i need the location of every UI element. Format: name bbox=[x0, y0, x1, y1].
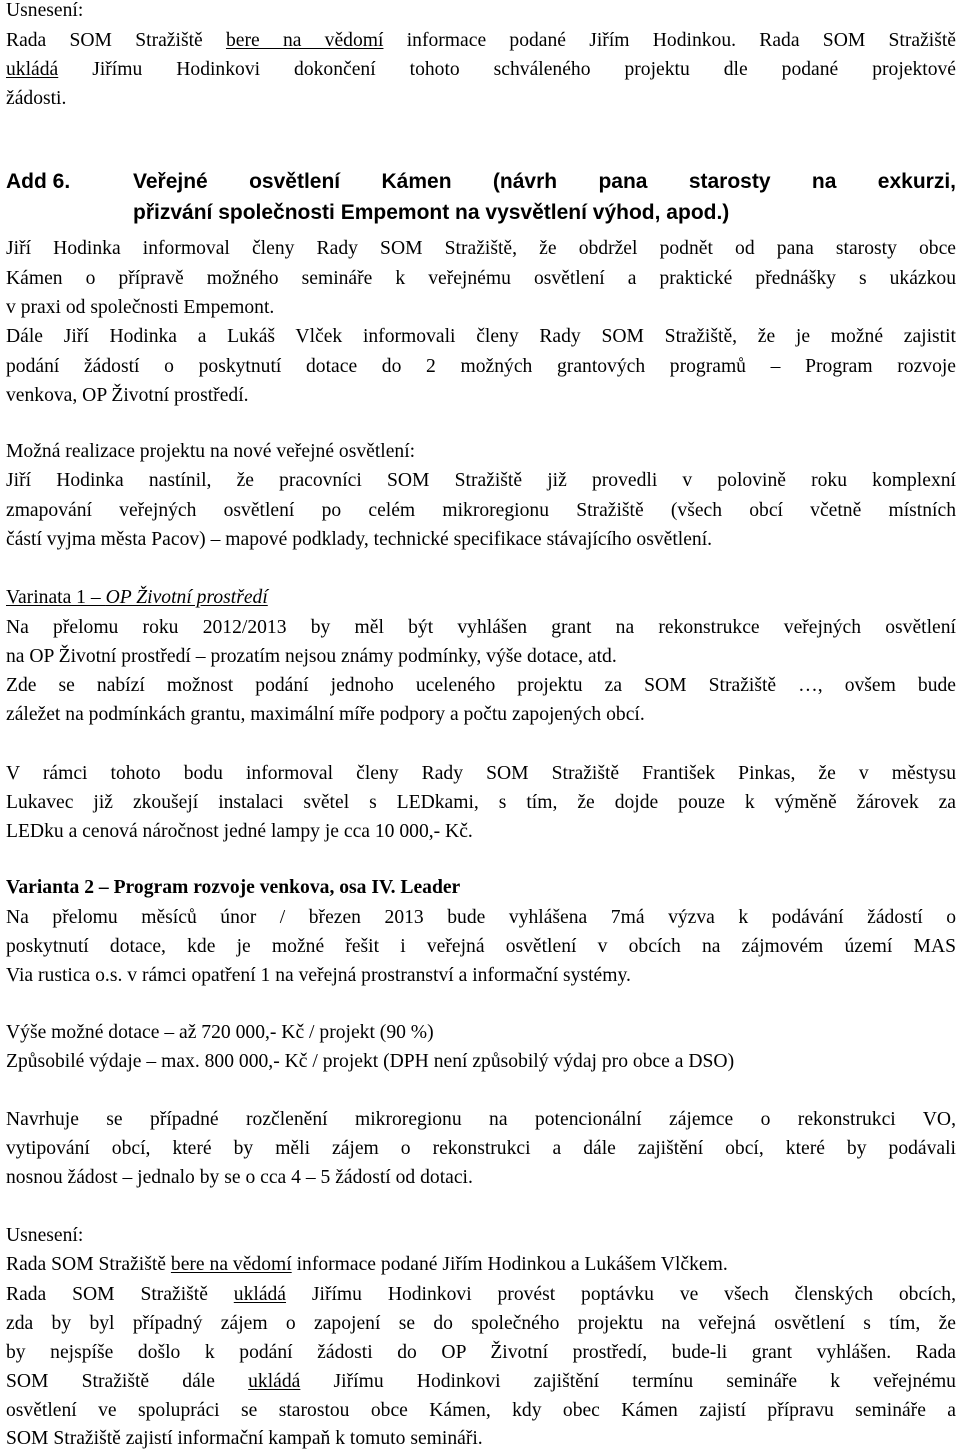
subsidy-amount-line: Výše možné dotace – až 720 000,- Kč / projekt (90 %) bbox=[6, 1022, 434, 1043]
resolution-line: by nejspíše došlo k podání žádosti do OP Životní prostředí, bude-li grant vyhlášen. Rada bbox=[6, 1342, 956, 1363]
resolution-line: žádosti. bbox=[6, 88, 67, 109]
underlined-term: ukládá bbox=[6, 59, 59, 80]
agenda-item-number: Add 6. bbox=[6, 170, 71, 193]
text-run: informace podané Jiřím Hodinkou. Rada SOM Stražiště bbox=[383, 30, 956, 51]
resolution-label: Usnesení: bbox=[6, 0, 84, 21]
paragraph-line: V rámci tohoto bodu informoval členy Rady SOM Stražiště František Pinkas, že v městysu bbox=[6, 763, 956, 784]
paragraph-line: částí vyjma města Pacov) – mapové podklady, technické specifikace stávajícího osvětlení. bbox=[6, 529, 713, 550]
paragraph-line: poskytnutí dotace, kde je možné řešit i veřejná osvětlení v obcích na zájmovém území MAS bbox=[6, 936, 956, 957]
paragraph-line: Lukavec již zkoušejí instalaci světel s LEDkami, s tím, že dojde pouze k výměně žárovek za bbox=[6, 792, 956, 813]
paragraph-line: v praxi od společnosti Empemont. bbox=[6, 297, 275, 318]
paragraph-line: na OP Životní prostředí – prozatím nejsou známy podmínky, výše dotace, atd. bbox=[6, 646, 617, 667]
paragraph-line: Navrhuje se případné rozčlenění mikroregionu na potencionální zájemce o rekonstrukci VO, bbox=[6, 1109, 956, 1130]
paragraph-line: LEDku a cenová náročnost jedné lampy je cca 10 000,- Kč. bbox=[6, 821, 473, 842]
text-run: SOM Stražiště dále bbox=[6, 1371, 249, 1392]
text-run: Jiřímu Hodinkovi dokončení tohoto schváleného projektu dle podané projektové bbox=[58, 59, 956, 80]
underlined-term: ukládá bbox=[233, 1284, 287, 1305]
text-run: Rada SOM Stražiště bbox=[6, 30, 226, 51]
resolution-line bbox=[6, 26, 956, 56]
paragraph-line: Jiří Hodinka informoval členy Rady SOM Stražiště, že obdržel podnět od pana starosty obce bbox=[6, 238, 956, 259]
resolution-line: SOM Stražiště zajistí informační kampaň k tomuto semináři. bbox=[6, 1428, 483, 1449]
paragraph-line: podání žádostí o poskytnutí dotace do 2 možných grantových programů – Program rozvoje bbox=[6, 356, 956, 377]
text-run: Rada SOM Stražiště bbox=[6, 1284, 234, 1305]
text-run: Jiřímu Hodinkovi zajištění termínu semináře k veřejnému bbox=[300, 1371, 956, 1392]
paragraph-line: záležet na podmínkách grantu, maximální míře podpory a počtu zapojených obcí. bbox=[6, 704, 645, 725]
paragraph-line: Jiří Hodinka nastínil, že pracovníci SOM Stražiště již provedli v polovině roku komplexní bbox=[6, 470, 956, 491]
section-heading: Možná realizace projektu na nové veřejné osvětlení: bbox=[6, 441, 416, 462]
variant-1-heading bbox=[6, 583, 956, 613]
variant-label: Varinata 1 – bbox=[6, 587, 106, 608]
paragraph-line: Kámen o přípravě možného semináře k veřejnému osvětlení a praktické přednášky s ukázkou bbox=[6, 268, 956, 289]
paragraph-line: Na přelomu měsíců únor / březen 2013 bude vyhlášena 7má výzva k podávání žádostí o bbox=[6, 907, 956, 928]
paragraph-line: venkova, OP Životní prostředí. bbox=[6, 385, 249, 406]
paragraph-line: Zde se nabízí možnost podání jednoho uceleného projektu za SOM Stražiště …, ovšem bude bbox=[6, 675, 956, 696]
resolution-line: osvětlení ve spolupráci se starostou obce Kámen, kdy obec Kámen zajistí přípravu semináře a bbox=[6, 1400, 956, 1421]
underlined-term: bere na vědomí bbox=[225, 30, 384, 51]
resolution-line bbox=[6, 1280, 956, 1310]
resolution-line bbox=[6, 55, 956, 85]
variant-program: OP Životní prostředí bbox=[105, 587, 268, 608]
agenda-item-title: Veřejné osvětlení Kámen (návrh pana starosty na exkurzi, bbox=[133, 170, 956, 193]
text-run: Jiřímu Hodinkovi provést poptávku ve všech členských obcích, bbox=[286, 1284, 956, 1305]
variant-2-heading: Varianta 2 – Program rozvoje venkova, osa IV. Leader bbox=[6, 877, 461, 898]
underlined-term: bere na vědomí bbox=[170, 1254, 292, 1275]
resolution-line bbox=[6, 1367, 956, 1397]
paragraph-line: vytipování obcí, které by měli zájem o rekonstrukci a dále zajištění obcí, které by podávali bbox=[6, 1138, 956, 1159]
paragraph-line: zmapování veřejných osvětlení po celém mikroregionu Stražiště (všech obcí včetně místních bbox=[6, 500, 956, 521]
text-run: Rada SOM Stražiště bbox=[6, 1254, 171, 1275]
resolution-line bbox=[6, 1250, 956, 1280]
resolution-line: zda by byl případný zájem o zapojení se do společného projektu na veřejná osvětlení s tím, že bbox=[6, 1313, 956, 1334]
resolution-label: Usnesení: bbox=[6, 1225, 84, 1246]
paragraph-line: nosnou žádost – jednalo by se o cca 4 – 5 žádostí od dotaci. bbox=[6, 1167, 473, 1188]
paragraph-line: Dále Jiří Hodinka a Lukáš Vlček informovali členy Rady SOM Stražiště, že je možné zajistit bbox=[6, 326, 956, 347]
paragraph-line: Via rustica o.s. v rámci opatření 1 na veřejná prostranství a informační systémy. bbox=[6, 965, 631, 986]
text-run: informace podané Jiřím Hodinkou a Lukášem Vlčkem. bbox=[291, 1254, 728, 1275]
agenda-item-title: přizvání společnosti Empemont na vysvětlení výhod, apod.) bbox=[133, 201, 730, 224]
eligible-costs-line: Způsobilé výdaje – max. 800 000,- Kč / projekt (DPH není způsobilý výdaj pro obce a DSO) bbox=[6, 1051, 735, 1072]
underlined-term: ukládá bbox=[248, 1371, 301, 1392]
paragraph-line: Na přelomu roku 2012/2013 by měl být vyhlášen grant na rekonstrukce veřejných osvětlení bbox=[6, 617, 956, 638]
